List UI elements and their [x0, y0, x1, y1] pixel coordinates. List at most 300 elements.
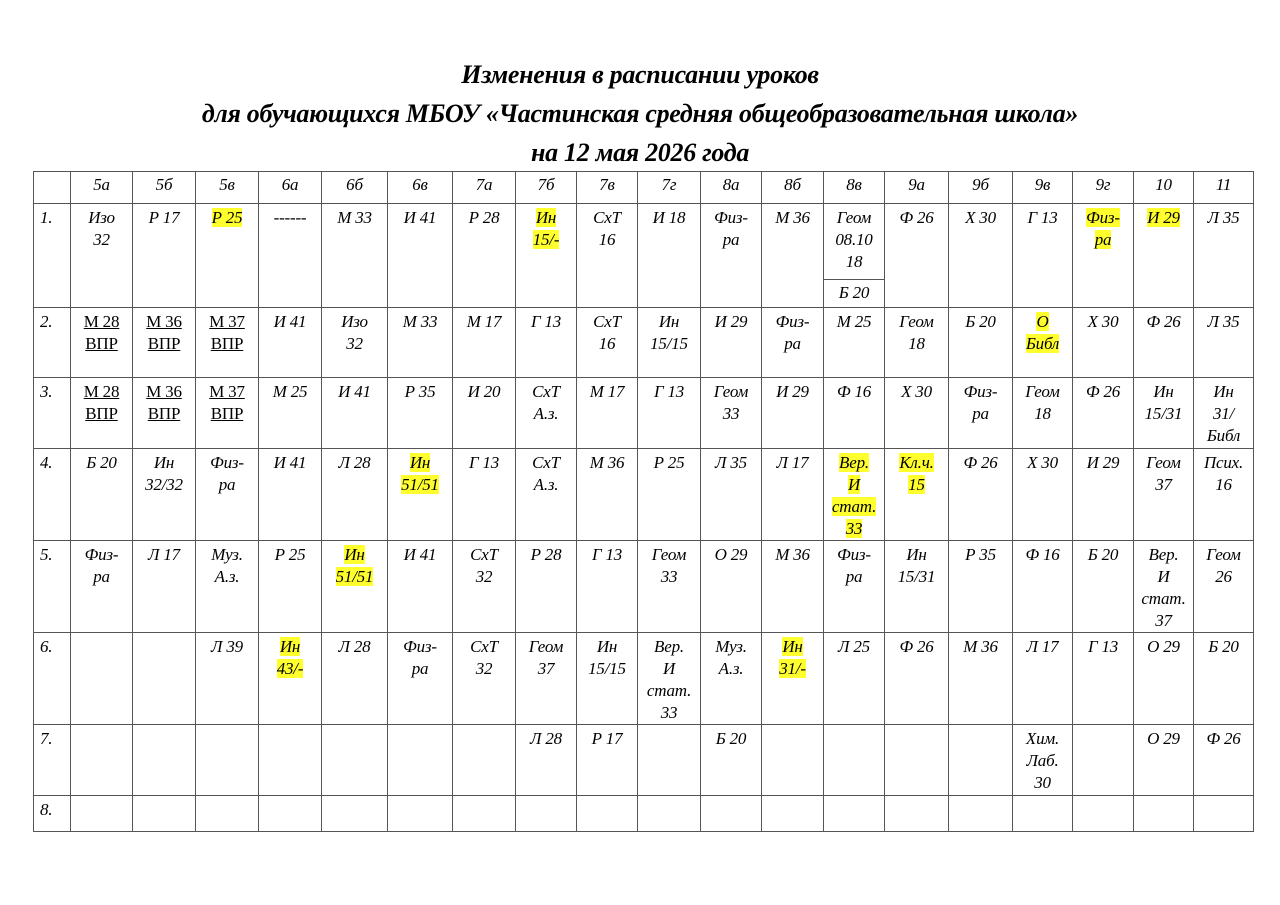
- lesson-cell: [824, 204, 885, 308]
- lesson-text: 15/15: [650, 334, 688, 353]
- lesson-cell: [71, 796, 133, 832]
- lesson-cell: [133, 378, 196, 449]
- lesson-text: 18: [845, 252, 863, 271]
- lesson-cell: [388, 796, 453, 832]
- lesson-cell: [762, 204, 824, 308]
- lesson-text: М 36: [589, 453, 625, 472]
- lesson-text: Л 35: [715, 453, 747, 472]
- lesson-cell: [259, 633, 322, 725]
- lesson-text: Псих.: [1203, 453, 1244, 472]
- corner-cell: [34, 172, 71, 204]
- lesson-text: Г 13: [1087, 637, 1119, 656]
- lesson-text: И 41: [403, 545, 437, 564]
- lesson-text: Изо: [88, 208, 115, 227]
- lesson-text: 16: [598, 334, 616, 353]
- lesson-number: 5.: [34, 541, 71, 633]
- class-header: 8а: [701, 172, 762, 204]
- class-header: 7г: [638, 172, 701, 204]
- lesson-text: М 28: [83, 312, 120, 331]
- lesson-text: СхТ: [532, 453, 560, 472]
- lesson-cell: [577, 308, 638, 378]
- lesson-text: 15/15: [588, 659, 626, 678]
- lesson-text: Лаб.: [1026, 751, 1059, 770]
- lesson-text: 15/31: [1144, 404, 1183, 423]
- lesson-text: Вер.: [1148, 545, 1179, 564]
- lesson-text: Ф 26: [899, 208, 934, 227]
- lesson-cell: [1194, 796, 1254, 832]
- lesson-cell: [388, 378, 453, 449]
- lesson-text: И 29: [776, 382, 809, 401]
- schedule-body: [34, 172, 1254, 832]
- lesson-text: И 41: [273, 312, 307, 331]
- lesson-text: М 36: [963, 637, 998, 656]
- lesson-cell: [322, 725, 388, 796]
- lesson-row: [34, 541, 1254, 633]
- lesson-text: Л 28: [530, 729, 562, 748]
- lesson-text: Геом: [1146, 453, 1181, 472]
- lesson-cell: [577, 633, 638, 725]
- lesson-cell: [1134, 796, 1194, 832]
- lesson-text: СхТ: [593, 312, 621, 331]
- lesson-text: Муз.: [715, 637, 747, 656]
- lesson-cell: [1073, 796, 1134, 832]
- lesson-text: Л 39: [211, 637, 243, 656]
- lesson-text: М 17: [589, 382, 625, 401]
- lesson-cell: [949, 725, 1013, 796]
- lesson-text: Б 20: [965, 312, 996, 331]
- lesson-text: А.з.: [533, 475, 559, 494]
- lesson-text: Физ-: [210, 453, 244, 472]
- lesson-text: Вер.: [654, 637, 684, 656]
- lesson-text: Физ-: [403, 637, 437, 656]
- lesson-cell: [949, 378, 1013, 449]
- class-header: 5а: [71, 172, 133, 204]
- lesson-cell: [1073, 725, 1134, 796]
- lesson-text: ВПР: [85, 334, 118, 353]
- lesson-cell: [638, 308, 701, 378]
- lesson-cell: [388, 633, 453, 725]
- lesson-cell: [259, 541, 322, 633]
- lesson-text: И 29: [1086, 453, 1120, 472]
- lesson-text: Г 13: [591, 545, 623, 564]
- class-header: 11: [1194, 172, 1254, 204]
- lesson-text: Ин: [409, 453, 431, 472]
- lesson-cell: [1073, 378, 1134, 449]
- lesson-cell: [762, 541, 824, 633]
- lesson-text: М 25: [272, 382, 308, 401]
- lesson-cell: [824, 633, 885, 725]
- lesson-text: М 33: [402, 312, 438, 331]
- lesson-cell: [762, 449, 824, 541]
- lesson-text: 32/32: [145, 475, 183, 494]
- lesson-cell: [701, 796, 762, 832]
- lesson-text: О 29: [1147, 729, 1180, 748]
- lesson-cell: [322, 633, 388, 725]
- class-header: 7а: [453, 172, 516, 204]
- schedule-table: [33, 171, 1254, 832]
- lesson-text: Л 35: [1207, 208, 1240, 227]
- lesson-text: 51/51: [335, 567, 374, 586]
- lesson-cell: [1073, 541, 1134, 633]
- lesson-number: 7.: [34, 725, 71, 796]
- lesson-text: 16: [598, 230, 616, 249]
- lesson-cell: [322, 204, 388, 308]
- lesson-text: Х 30: [901, 382, 932, 401]
- lesson-text: Б 20: [715, 729, 747, 748]
- class-header: 8б: [762, 172, 824, 204]
- lesson-cell: [516, 541, 577, 633]
- lesson-cell: [1134, 725, 1194, 796]
- lesson-text: Геом: [1025, 382, 1060, 401]
- lesson-cell: [133, 204, 196, 308]
- lesson-text: 15/31: [897, 567, 936, 586]
- lesson-cell: [71, 204, 133, 308]
- lesson-text: А.з.: [214, 567, 240, 586]
- class-header: 5б: [133, 172, 196, 204]
- lesson-text: Ин: [782, 637, 803, 656]
- lesson-cell: [196, 204, 259, 308]
- lesson-text: 26: [1215, 567, 1232, 586]
- lesson-text: И 41: [403, 208, 437, 227]
- lesson-text: Р 17: [148, 208, 180, 227]
- lesson-cell: [1073, 204, 1134, 308]
- lesson-text: стат.: [1141, 589, 1186, 608]
- lesson-text: 18: [1034, 404, 1051, 423]
- lesson-cell: [949, 633, 1013, 725]
- lesson-number: 3.: [34, 378, 71, 449]
- lesson-text: Л 17: [776, 453, 809, 472]
- lesson-text: И 29: [714, 312, 748, 331]
- lesson-cell: [701, 449, 762, 541]
- lesson-text: Б 20: [1087, 545, 1119, 564]
- lesson-cell: [516, 378, 577, 449]
- lesson-text: Р 35: [965, 545, 996, 564]
- lesson-text: Кл.ч.: [899, 453, 934, 472]
- lesson-text: Библ: [1025, 334, 1060, 353]
- lesson-cell: [453, 796, 516, 832]
- lesson-text: Геом: [836, 208, 872, 227]
- lesson-cell: [1013, 204, 1073, 308]
- lesson-text: Ин: [153, 453, 175, 472]
- lesson-cell: [885, 541, 949, 633]
- lesson-text: ра: [218, 475, 236, 494]
- lesson-text: ВПР: [210, 404, 244, 423]
- class-header: 8в: [824, 172, 885, 204]
- lesson-cell: [1073, 449, 1134, 541]
- lesson-text: Физ-: [775, 312, 810, 331]
- lesson-text: Х 30: [965, 208, 996, 227]
- lesson-text: ра: [411, 659, 429, 678]
- lesson-text: И: [1157, 567, 1170, 586]
- lesson-text: И: [847, 475, 861, 494]
- lesson-text: Ин: [658, 312, 680, 331]
- lesson-cell: [388, 449, 453, 541]
- class-header: 6в: [388, 172, 453, 204]
- lesson-text: Хим.: [1025, 729, 1060, 748]
- lesson-cell: [949, 541, 1013, 633]
- lesson-cell: [133, 541, 196, 633]
- lesson-text: 18: [908, 334, 925, 353]
- lesson-cell: [388, 204, 453, 308]
- lesson-text: М 36: [775, 208, 810, 227]
- lesson-cell: [1194, 449, 1254, 541]
- lesson-cell: [762, 796, 824, 832]
- lesson-text: Физ-: [714, 208, 748, 227]
- lesson-text: 32: [346, 334, 363, 353]
- lesson-cell: [1134, 204, 1194, 308]
- lesson-cell: [577, 204, 638, 308]
- lesson-text: Геом: [1206, 545, 1241, 564]
- lesson-text: ВПР: [85, 404, 118, 423]
- lesson-text: М 28: [83, 382, 120, 401]
- lesson-text: Г 13: [468, 453, 500, 472]
- lesson-cell: [885, 378, 949, 449]
- lesson-cell: [701, 204, 762, 308]
- lesson-cell: [1073, 308, 1134, 378]
- lesson-row: [34, 204, 1254, 308]
- lesson-text: Р 25: [274, 545, 306, 564]
- lesson-text: Б 20: [838, 283, 870, 302]
- lesson-cell: [577, 796, 638, 832]
- lesson-cell: [885, 796, 949, 832]
- lesson-text: 33: [722, 404, 740, 423]
- lesson-text: ра: [845, 567, 863, 586]
- lesson-row: [34, 633, 1254, 725]
- lesson-text: Ин: [535, 208, 557, 227]
- lesson-text: 32: [93, 230, 110, 249]
- lesson-cell: [453, 308, 516, 378]
- lesson-text: 15/-: [532, 230, 560, 249]
- lesson-cell: [824, 725, 885, 796]
- lesson-cell: [516, 796, 577, 832]
- lesson-cell: [949, 308, 1013, 378]
- lesson-number: 6.: [34, 633, 71, 725]
- lesson-text: М 36: [775, 545, 810, 564]
- lesson-row: [34, 378, 1254, 449]
- lesson-cell: [259, 725, 322, 796]
- lesson-text: Физ-: [84, 545, 119, 564]
- lesson-cell: [1194, 541, 1254, 633]
- lesson-number: 1.: [34, 204, 71, 308]
- lesson-text: стат.: [646, 681, 692, 700]
- document-title: [0, 55, 1280, 172]
- lesson-number: 4.: [34, 449, 71, 541]
- lesson-text: Ф 26: [963, 453, 998, 472]
- lesson-text: М 36: [146, 312, 182, 331]
- lesson-cell: [196, 449, 259, 541]
- lesson-cell: [577, 378, 638, 449]
- lesson-cell: [516, 633, 577, 725]
- lesson-cell: [516, 449, 577, 541]
- class-header: 9б: [949, 172, 1013, 204]
- lesson-cell: [453, 541, 516, 633]
- lesson-cell: [1134, 541, 1194, 633]
- lesson-number: 8.: [34, 796, 71, 832]
- lesson-cell: [701, 541, 762, 633]
- lesson-text: 15: [908, 475, 925, 494]
- lesson-text: М 37: [209, 312, 245, 331]
- lesson-cell: [453, 725, 516, 796]
- lesson-text: Геом: [899, 312, 934, 331]
- lesson-cell: [259, 308, 322, 378]
- lesson-cell: [638, 725, 701, 796]
- lesson-cell: [1013, 449, 1073, 541]
- lesson-cell: [196, 541, 259, 633]
- lesson-cell: [71, 378, 133, 449]
- lesson-row: [34, 725, 1254, 796]
- lesson-text: ра: [722, 230, 740, 249]
- lesson-cell: [1013, 308, 1073, 378]
- lesson-text: ------: [273, 208, 307, 227]
- lesson-text: 43/-: [276, 659, 304, 678]
- header-row: [34, 172, 1254, 204]
- lesson-text: М 33: [337, 208, 372, 227]
- lesson-cell: [1134, 378, 1194, 449]
- lesson-text: 37: [537, 659, 555, 678]
- lesson-cell: [259, 204, 322, 308]
- lesson-text: Физ-: [1086, 208, 1120, 227]
- lesson-cell: [322, 796, 388, 832]
- lesson-text: ра: [93, 567, 110, 586]
- lesson-cell: [196, 725, 259, 796]
- lesson-cell: [638, 541, 701, 633]
- lesson-row: [34, 449, 1254, 541]
- lesson-cell: [196, 796, 259, 832]
- lesson-cell: [577, 725, 638, 796]
- lesson-cell: [638, 796, 701, 832]
- lesson-cell: [71, 541, 133, 633]
- lesson-subcell: [824, 279, 884, 304]
- lesson-cell: [701, 725, 762, 796]
- lesson-text: Геом: [528, 637, 564, 656]
- title-line-3: на 12 мая 2026 года: [530, 138, 750, 167]
- lesson-cell: [1194, 378, 1254, 449]
- lesson-text: Ин: [344, 545, 365, 564]
- lesson-cell: [701, 633, 762, 725]
- lesson-text: И 29: [1147, 208, 1180, 227]
- lesson-text: Физ-: [963, 382, 998, 401]
- lesson-cell: [762, 725, 824, 796]
- lesson-cell: [1013, 378, 1073, 449]
- lesson-cell: [1194, 204, 1254, 308]
- lesson-text: Л 28: [338, 637, 371, 656]
- lesson-cell: [762, 378, 824, 449]
- lesson-cell: [701, 378, 762, 449]
- lesson-text: О 29: [714, 545, 748, 564]
- lesson-text: И: [662, 659, 676, 678]
- lesson-cell: [196, 378, 259, 449]
- lesson-cell: [453, 378, 516, 449]
- lesson-text: 32: [475, 567, 493, 586]
- lesson-text: Х 30: [1087, 312, 1119, 331]
- lesson-text: СхТ: [532, 382, 560, 401]
- lesson-text: Ф 16: [836, 382, 872, 401]
- lesson-text: Г 13: [530, 312, 562, 331]
- lesson-text: И 18: [652, 208, 686, 227]
- lesson-cell: [885, 725, 949, 796]
- lesson-text: Р 28: [530, 545, 562, 564]
- lesson-cell: [259, 378, 322, 449]
- lesson-cell: [701, 308, 762, 378]
- lesson-cell: [516, 204, 577, 308]
- lesson-text: ВПР: [147, 334, 181, 353]
- lesson-cell: [71, 449, 133, 541]
- lesson-cell: [322, 449, 388, 541]
- lesson-text: Б 20: [1208, 637, 1239, 656]
- lesson-cell: [196, 633, 259, 725]
- lesson-row: [34, 308, 1254, 378]
- class-header: 9а: [885, 172, 949, 204]
- lesson-cell: [824, 541, 885, 633]
- class-header: 7б: [516, 172, 577, 204]
- lesson-cell: [196, 308, 259, 378]
- lesson-text: А.з.: [718, 659, 744, 678]
- lesson-text: М 36: [146, 382, 182, 401]
- lesson-cell: [949, 449, 1013, 541]
- lesson-text: Р 25: [211, 208, 243, 227]
- lesson-text: 37: [1155, 475, 1172, 494]
- lesson-text: Р 25: [653, 453, 685, 472]
- class-header: 9в: [1013, 172, 1073, 204]
- lesson-text: О: [1036, 312, 1049, 331]
- lesson-cell: [259, 796, 322, 832]
- lesson-cell: [885, 204, 949, 308]
- lesson-cell: [453, 633, 516, 725]
- lesson-cell: [1134, 633, 1194, 725]
- lesson-text: стат.: [831, 497, 877, 516]
- lesson-text: СхТ: [470, 545, 498, 564]
- lesson-text: ра: [972, 404, 989, 423]
- lesson-text: М 25: [836, 312, 872, 331]
- lesson-cell: [638, 204, 701, 308]
- lesson-cell: [638, 449, 701, 541]
- lesson-text: 16: [1215, 475, 1232, 494]
- lesson-cell: [453, 449, 516, 541]
- lesson-cell: [949, 204, 1013, 308]
- lesson-text: Ф 26: [1085, 382, 1121, 401]
- lesson-text: Ин: [1153, 382, 1174, 401]
- lesson-text: Ин: [279, 637, 301, 656]
- lesson-text: СхТ: [593, 208, 621, 227]
- lesson-text: Геом: [713, 382, 749, 401]
- lesson-cell: [1013, 633, 1073, 725]
- lesson-cell: [824, 449, 885, 541]
- lesson-cell: [516, 725, 577, 796]
- lesson-text: 33: [660, 703, 678, 722]
- lesson-text: СхТ: [470, 637, 498, 656]
- lesson-cell: [259, 449, 322, 541]
- lesson-cell: [1013, 725, 1073, 796]
- lesson-cell: [885, 633, 949, 725]
- lesson-text: 33: [660, 567, 678, 586]
- lesson-cell: [1013, 796, 1073, 832]
- lesson-text: 32: [475, 659, 493, 678]
- lesson-cell: [453, 204, 516, 308]
- lesson-cell: [1013, 541, 1073, 633]
- lesson-text: Ин: [1213, 382, 1234, 401]
- lesson-text: Библ: [1206, 426, 1241, 445]
- lesson-cell: [824, 308, 885, 378]
- lesson-text: Ин: [596, 637, 618, 656]
- lesson-text: Муз.: [211, 545, 243, 564]
- lesson-text: Р 35: [404, 382, 436, 401]
- lesson-number: 2.: [34, 308, 71, 378]
- lesson-cell: [133, 308, 196, 378]
- class-header: 5в: [196, 172, 259, 204]
- lesson-cell: [1134, 308, 1194, 378]
- lesson-text: 37: [1155, 611, 1172, 630]
- lesson-cell: [133, 449, 196, 541]
